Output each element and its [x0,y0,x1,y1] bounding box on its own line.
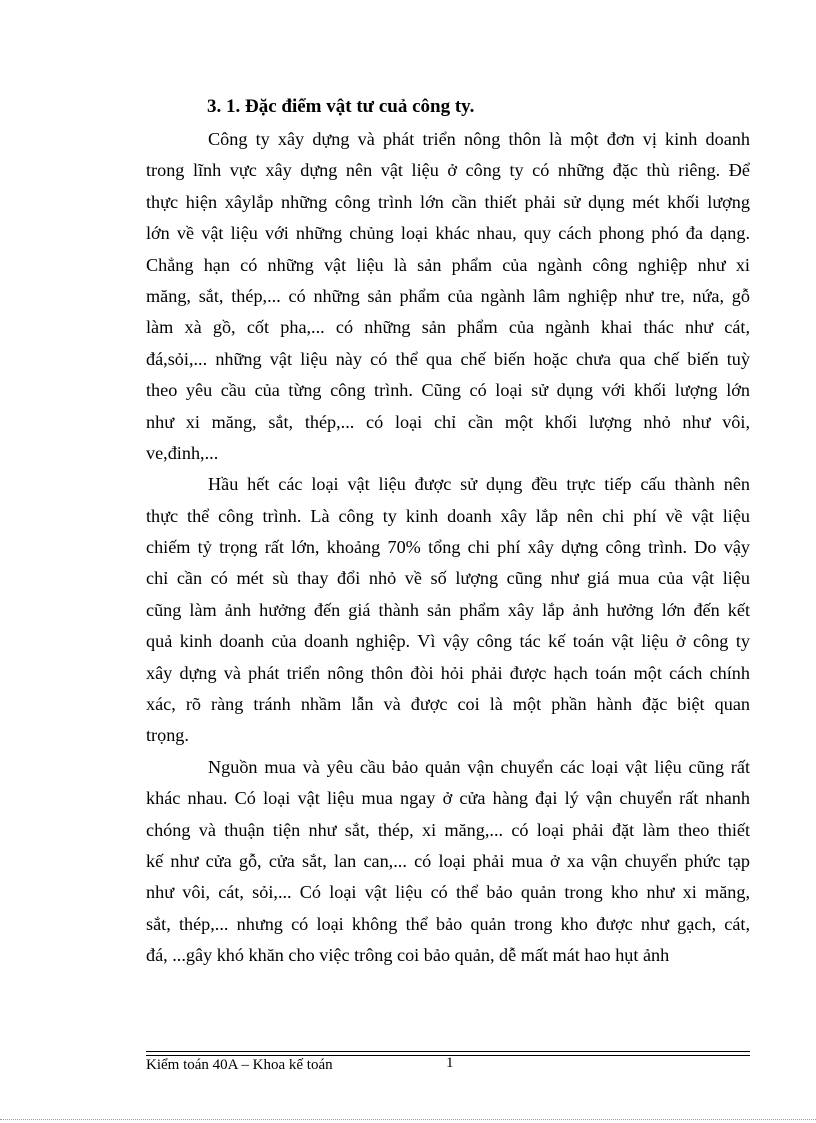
paragraph [146,469,750,752]
text-line: măng, sắt, thép,... có những sản phẩm của ngành lâm nghiệp như tre, nứa, gỗ [146,285,750,306]
page-number: 1 [446,1055,454,1071]
text-line: thực hiện xâylắp những công trình lớn cần thiết phải sử dụng mét khối lượng [146,191,750,212]
text-line: khác nhau. Có loại vật liệu mua ngay ở cửa hàng đại lý vận chuyển rất nhanh [146,788,750,809]
text-line: chỉ cần có mét sù thay đổi nhỏ về số lượng cũng như giá mua của vật liệu [146,568,750,589]
text-line: đá,sỏi,... những vật liệu này có thể qua chế biến hoặc chưa qua chế biến tuỳ [146,348,750,369]
text-line: Hầu hết các loại vật liệu được sử dụng đều trực tiếp cấu thành nên [208,474,750,495]
text-line: thực thể công trình. Là công ty kinh doanh xây lắp nên chi phí về vật liệu [146,505,750,526]
paragraph [146,752,750,972]
text-line: trọng. [146,725,189,746]
text-line: Chẳng hạn có những vật liệu là sản phẩm của ngành công nghiệp như xi [146,254,750,275]
paragraph [146,124,750,469]
text-line: sắt, thép,... nhưng có loại không thể bảo quản trong kho được như gạch, cát, [146,913,750,934]
text-line: kế như cửa gỗ, cửa sắt, lan can,... có loại phải mua ở xa vận chuyển phức tạp [146,850,750,871]
footer-text: Kiểm toán 40A – Khoa kế toán [146,1057,333,1073]
text-line: làm xà gồ, cốt pha,... có những sản phẩm của ngành khai thác như cát, [146,317,750,338]
text-line: trong lĩnh vực xây dựng nên vật liệu ở công ty có những đặc thù riêng. Để [146,160,750,181]
section-heading: 3. 1. Đặc điểm vật tư cuả công ty. [207,96,475,117]
text-line: Nguồn mua và yêu cầu bảo quản vận chuyển các loại vật liệu cũng rất [208,756,750,777]
text-line: chóng và thuận tiện như sắt, thép, xi măng,... có loại phải đặt làm theo thiết [146,819,750,840]
text-line: ve,đinh,... [146,442,219,463]
text-line: lớn về vật liệu với những chủng loại khác nhau, quy cách phong phó đa dạng. [146,223,750,244]
text-line: theo yêu cầu của từng công trình. Cũng có loại sử dụng với khối lượng lớn [146,380,750,401]
text-line: như xi măng, sắt, thép,... có loại chỉ cần một khối lượng nhỏ như vôi, [146,411,750,432]
text-line: Công ty xây dựng và phát triển nông thôn là một đơn vị kinh doanh [208,129,750,149]
text-line: như vôi, cát, sỏi,... Có loại vật liệu có thể bảo quản trong kho như xi măng, [146,882,750,903]
text-line: chiếm tỷ trọng rất lớn, khoảng 70% tổng chi phí xây dựng công trình. Do vậy [146,537,750,558]
text-line: đá, ...gây khó khăn cho việc trông coi bảo quản, dễ mất mát hao hụt ảnh [146,945,670,966]
footer-divider [146,1051,750,1052]
text-line: xác, rõ ràng tránh nhầm lẫn và được coi là một phần hành đặc biệt quan [146,694,750,715]
document-body [146,124,750,972]
text-line: xây dựng và phát triển nông thôn đòi hỏi phải được hạch toán một cách chính [146,662,750,683]
text-line: cũng làm ảnh hưởng đến giá thành sản phẩm xây lắp ảnh hưởng lớn đến kết [146,599,750,620]
page-bottom-edge [0,1119,816,1120]
text-line: quả kinh doanh của doanh nghiệp. Vì vậy công tác kế toán vật liệu ở công ty [146,631,750,652]
